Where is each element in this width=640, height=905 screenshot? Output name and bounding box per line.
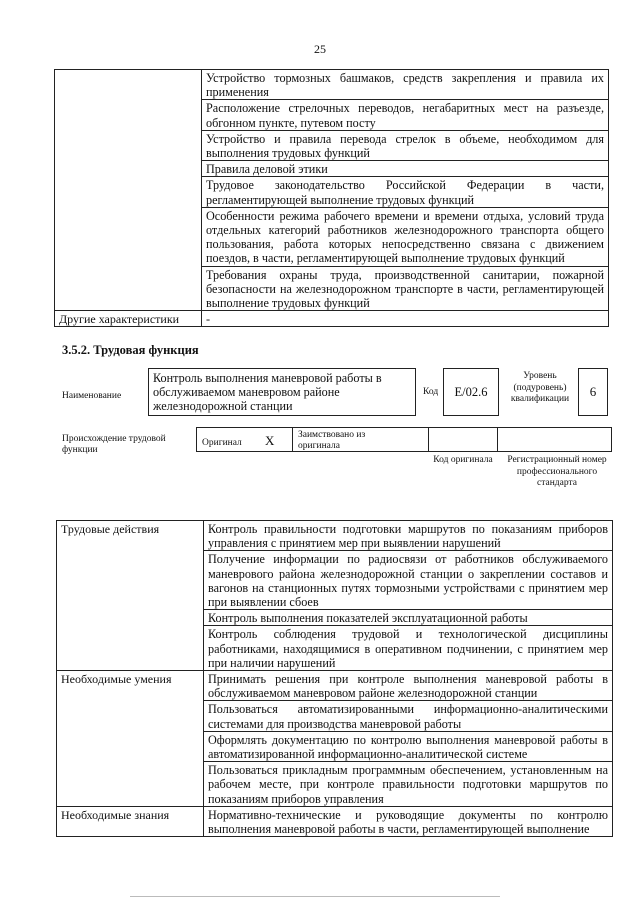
page-number: 25 bbox=[314, 42, 326, 56]
level-label: Уровень (подуровень) квалификации bbox=[510, 371, 570, 404]
table-cell: Контроль правильности подготовки маршрутов по показаниям приборов управления с принятием мер при выявлении нарушений bbox=[204, 521, 613, 551]
table-row bbox=[55, 311, 609, 327]
name-label: Наименование bbox=[62, 391, 122, 401]
original-mark: X bbox=[265, 433, 275, 448]
code-caption: Код оригинала bbox=[433, 455, 493, 465]
function-details-table bbox=[56, 520, 613, 837]
knowledge-continuation-table bbox=[54, 69, 609, 327]
table-cell: Пользоваться прикладным программным обеспечением, установленным на рабочем месте, при контроле правильности подготовки маршрутов по показаниям приборов управления bbox=[204, 762, 613, 807]
table-row bbox=[55, 70, 609, 100]
origin-label: Происхождение трудовой функции bbox=[62, 434, 166, 455]
borrowed-label: Заимствовано из оригинала bbox=[298, 430, 366, 451]
table-row bbox=[57, 671, 613, 701]
table-cell: Принимать решения при контроле выполнения маневровой работы в обслуживаемом маневровом районе железнодорожной станции bbox=[204, 671, 613, 701]
group-label: Необходимые знания bbox=[57, 806, 204, 836]
group-label: Трудовые действия bbox=[57, 521, 204, 671]
origin-divider bbox=[292, 427, 293, 452]
table-cell: Пользоваться автоматизированными информационно-аналитическими системами для производства маневровой работы bbox=[204, 701, 613, 731]
row-label: Другие характеристики bbox=[55, 311, 202, 327]
table-cell: Трудовое законодательство Российской Федерации в части, регламентирующей выполнение трудовых функций bbox=[202, 177, 609, 207]
table-cell: - bbox=[202, 311, 609, 327]
table-cell: Расположение стрелочных переводов, негабаритных мест на разъезде, обгонном пункте, путевом посту bbox=[202, 100, 609, 130]
origin-divider bbox=[497, 427, 498, 452]
page-bottom-rule bbox=[130, 896, 500, 897]
function-code: E/02.6 bbox=[443, 368, 499, 416]
row-label bbox=[55, 70, 202, 311]
group-label: Необходимые умения bbox=[57, 671, 204, 807]
table-row bbox=[57, 806, 613, 836]
table-cell: Нормативно-технические и руководящие документы по контролю выполнения маневровой работы в части, регламентирующей выполнение bbox=[204, 806, 613, 836]
table-cell: Контроль соблюдения трудовой и технологической дисциплины работниками, находящимися в оперативном подчинении, с принятием мер при наличии нарушений bbox=[204, 626, 613, 671]
section-heading: 3.5.2. Трудовая функция bbox=[62, 343, 199, 357]
level-value: 6 bbox=[578, 368, 608, 416]
table-cell: Особенности режима рабочего времени и времени отдыха, условий труда отдельных категорий работников железнодорожного транспорта общего пользования, работа которых непосредственно связана с движением поездов, в части, регламентирующей выполнение трудовых функций bbox=[202, 207, 609, 266]
code-label: Код bbox=[423, 387, 439, 397]
function-name: Контроль выполнения маневровой работы в обслуживаемом маневровом районе железнодорожной станции bbox=[148, 368, 416, 416]
origin-divider bbox=[428, 427, 429, 452]
table-row bbox=[57, 521, 613, 551]
table-cell: Оформлять документацию по контролю выполнения маневровой работы в автоматизированной информационно-аналитической системе bbox=[204, 731, 613, 761]
table-cell: Контроль выполнения показателей эксплуатационной работы bbox=[204, 610, 613, 626]
table-cell: Правила деловой этики bbox=[202, 161, 609, 177]
table-cell: Требования охраны труда, производственной санитарии, пожарной безопасности на железнодорожном транспорте в части, регламентирующей выполнение трудовых функций bbox=[202, 266, 609, 311]
table-cell: Устройство тормозных башмаков, средств закрепления и правила их применения bbox=[202, 70, 609, 100]
reg-caption: Регистрационный номер профессионального стандарта bbox=[507, 455, 607, 488]
table-cell: Получение информации по радиосвязи от работников обслуживаемого маневрового района железнодорожной станции о закреплении составов и вагонов на станционных путях тормозными устройствами с принятием мер при выявлении сбоев bbox=[204, 551, 613, 610]
table-cell: Устройство и правила перевода стрелок в объеме, необходимом для выполнения трудовых функций bbox=[202, 130, 609, 160]
original-label: Оригинал bbox=[202, 438, 242, 448]
